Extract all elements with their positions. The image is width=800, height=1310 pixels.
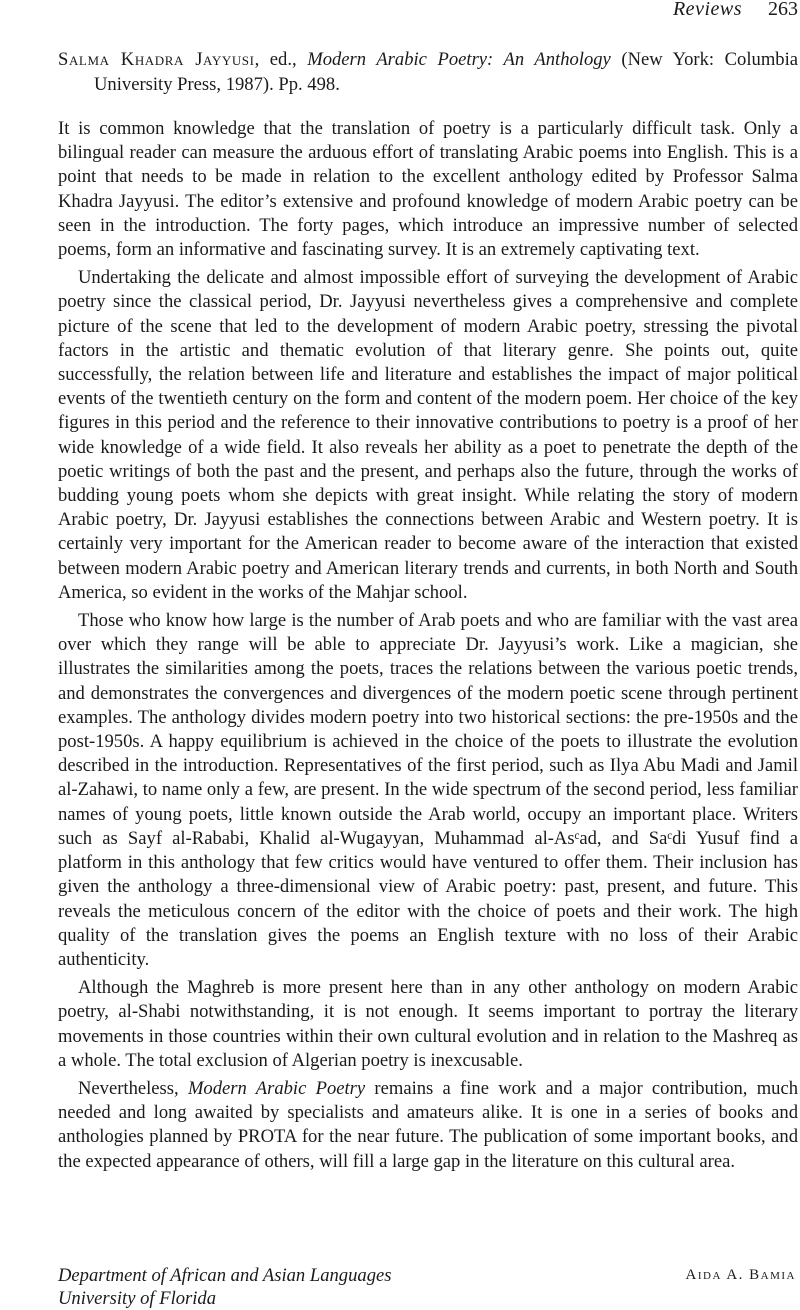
paragraph: Although the Maghreb is more present here than in any other anthology on modern Arabic poetry, al-Shabi notwithstanding, it is not enough. It seems important to portray the literary movements in those countries within their own cultural evolution and in relation to the Mashreq as a whole. The total exclusion of Algerian poetry is inexcusable. xyxy=(58,977,798,1071)
paragraph: It is common knowledge that the translation of poetry is a particularly difficult task. Only a bilingual reader can measure the arduous effort of translating Arabic poems into English. This is a point that needs to be made in relation to the excellent anthology edited by Professor Salma Khadra Jayyusi. The editor’s extensive and profound knowledge of modern Arabic poetry can be seen in the introduction. The forty pages, which introduce an impressive number of selected poems, form an informative and fascinating survey. It is an extremely captivating text. xyxy=(58,118,798,261)
text-run: remains a fine work and a major contribution, much needed and long awaited by specialists and amateurs alike. It is one in a series of books and anthologies planned by PROTA for the near future. The publication of some important books, and the expected appearance of others, will fill a large gap in the literature on this cultural area. xyxy=(58,1077,799,1172)
reviewer-name: Aida A. Bamia xyxy=(685,1267,796,1283)
text-run: Nevertheless, xyxy=(78,1077,188,1099)
university: University of Florida xyxy=(58,1288,217,1309)
citation-editor-mark: , ed., xyxy=(254,49,308,70)
page-number: 263 xyxy=(768,0,798,20)
citation-publication: (New York: Columbia University Press, 1987). Pp. 498. xyxy=(94,49,798,95)
page-header xyxy=(0,0,800,24)
reviewer-signature xyxy=(58,1264,798,1310)
paragraph: Undertaking the delicate and almost impossible effort of surveying the development of Arabic poetry since the classical period, Dr. Jayyusi nevertheless gives a comprehensive and complete picture of the scene that led to the development of modern Arabic poetry, stressing the pivotal factors in the artistic and thematic evolution of that literary genre. She points out, quite successfully, the relation between life and literature and establishes the impact of major political events of the twentieth century on the form and content of the modern poem. Her choice of the key figures in this period and the reference to their innovative contributions to poetry is a proof of her wide knowledge of a wide field. It also reveals her ability as a poet to penetrate the depth of the poetic writings of both the past and the present, and perhaps also the future, through the works of budding young poets whom she depicts with great insight. While relating the story of modern Arabic poetry, Dr. Jayyusi establishes the connections between Arabic and Western poetry. It is certainly very important for the American reader to become aware of the interaction that existed between modern Arabic poetry and American literary trends and currents, in both North and South America, so evident in the works of the Mahjar school. xyxy=(58,267,798,603)
book-citation xyxy=(58,47,798,97)
citation-title: Modern Arabic Poetry: An Anthology xyxy=(307,49,611,70)
paragraph: Those who know how large is the number of Arab poets and who are familiar with the vast area over which they range will be able to appreciate Dr. Jayyusi’s work. Like a magician, she illustrates the similarities among the poets, traces the relations between the various poetic trends, and demonstrates the convergences and divergences of the modern poetic scene through pertinent examples. The anthology divides modern poetry into two historical sections: the pre-1950s and the post-1950s. A happy equilibrium is achieved in the choice of the poets to illustrate the evolution described in the introduction. Representatives of the first period, such as Ilya Abu Madi and Jamil al-Zahawi, to name only a few, are present. In the wide spectrum of the second period, less familiar names of young poets, little known outside the Arab world, occupy an important place. Writers such as Sayf al-Rababi, Khalid al-Wugayyan, Muhammad al-Asᶜad, and Saᶜdi Yusuf find a platform in this anthology that few critics would have ventured to offer them. Their inclusion has given the anthology a three-dimensional view of Arabic poetry: past, present, and future. This reveals the meticulous concern of the editor with the choice of poets and their work. The high quality of the translation gives the poems an English texture with no loss of their Arabic authenticity. xyxy=(58,610,798,970)
paragraph-last xyxy=(58,1077,798,1174)
running-title: Reviews xyxy=(672,0,742,20)
review-body xyxy=(58,117,798,1178)
citation-author: Salma Khadra Jayyusi xyxy=(58,49,255,70)
department: Department of African and Asian Languages xyxy=(58,1265,392,1286)
book-title-inline: Modern Arabic Poetry xyxy=(187,1077,366,1099)
